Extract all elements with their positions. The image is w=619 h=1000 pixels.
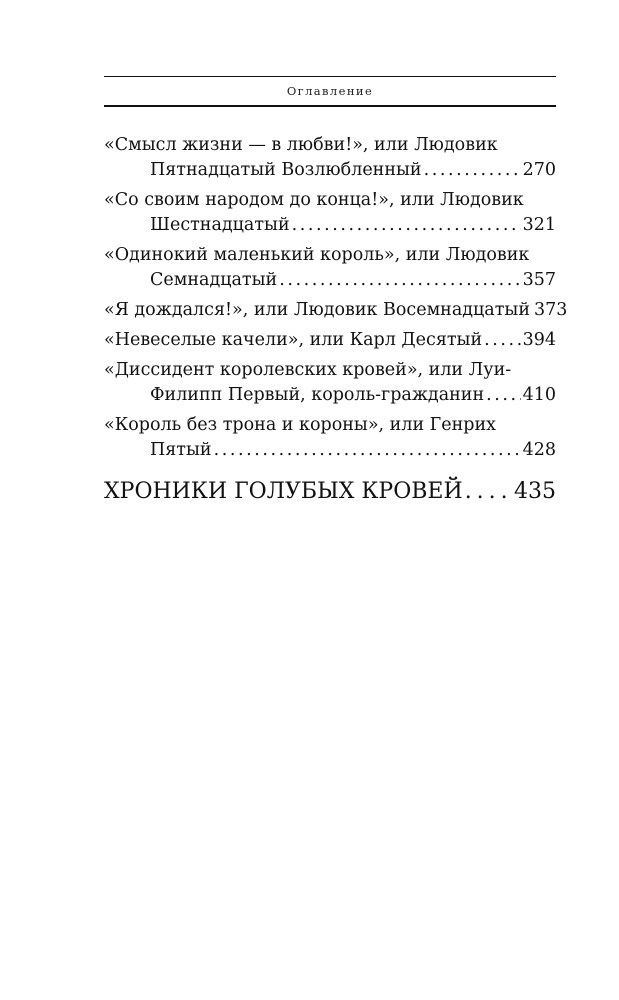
toc-entry-title-line2: Филипп Первый, король-гражданин	[150, 385, 485, 405]
toc-section-page: 435	[514, 479, 556, 504]
toc-entry-title-line2-row	[104, 438, 556, 463]
toc-entry	[104, 133, 556, 183]
toc-entry-page: 321	[522, 215, 556, 235]
running-head-title: Оглавление	[286, 84, 374, 98]
toc-entry-title-line1: «Одинокий маленький король», или Людовик	[104, 245, 530, 265]
toc-section-title: ХРОНИКИ ГОЛУБЫХ КРОВЕЙ	[104, 479, 463, 504]
dot-leader	[465, 477, 512, 507]
toc-entry	[104, 358, 556, 408]
toc-entry-page: 410	[522, 385, 556, 405]
toc-entry-page: 428	[522, 440, 556, 460]
toc-entry-title-line1: «Со своим народом до конца!», или Людовик	[104, 190, 524, 210]
dot-leader	[279, 268, 520, 293]
toc-entry-title-line2-row	[104, 213, 556, 238]
toc-entry-title-line2-row	[104, 158, 556, 183]
dot-leader	[214, 438, 521, 463]
toc-entry	[104, 188, 556, 238]
toc-entry-title-line2: Пятый	[150, 440, 212, 460]
toc-entry-title-line2-row	[104, 268, 556, 293]
toc-entry	[104, 298, 568, 323]
toc-entry-title-line1: «Смысл жизни — в любви!», или Людовик	[104, 135, 498, 155]
running-head	[104, 76, 556, 107]
dot-leader	[484, 328, 520, 353]
table-of-contents	[104, 133, 568, 507]
dot-leader	[424, 158, 521, 183]
toc-entry	[104, 413, 556, 463]
toc-entry-title-line1: «Диссидент королевских кровей», или Луи-	[104, 360, 512, 380]
dot-leader	[486, 383, 520, 408]
toc-entry-page: 270	[522, 160, 556, 180]
toc-entry-title-row	[104, 298, 568, 323]
toc-entry-title-line2-row	[104, 383, 556, 408]
toc-entry-title-line2: Семнадцатый	[150, 270, 278, 290]
book-page	[104, 0, 568, 507]
toc-entry-page: 394	[522, 330, 556, 350]
toc-entry-title: «Невеселые качели», или Карл Десятый	[104, 330, 483, 350]
toc-entry	[104, 328, 556, 353]
dot-leader	[292, 213, 521, 238]
toc-entry-page: 373	[534, 300, 568, 320]
toc-entry-title-line2: Пятнадцатый Возлюбленный	[150, 160, 422, 180]
toc-entry-page: 357	[522, 270, 556, 290]
toc-entry-title: «Я дождался!», или Людовик Восемнадцатый	[104, 300, 531, 320]
toc-entry	[104, 243, 556, 293]
toc-entry-title-row	[104, 328, 556, 353]
toc-entry-title-line1: «Король без трона и короны», или Генрих	[104, 415, 497, 435]
toc-section-row	[104, 477, 556, 507]
toc-entry-title-line2: Шестнадцатый	[150, 215, 290, 235]
